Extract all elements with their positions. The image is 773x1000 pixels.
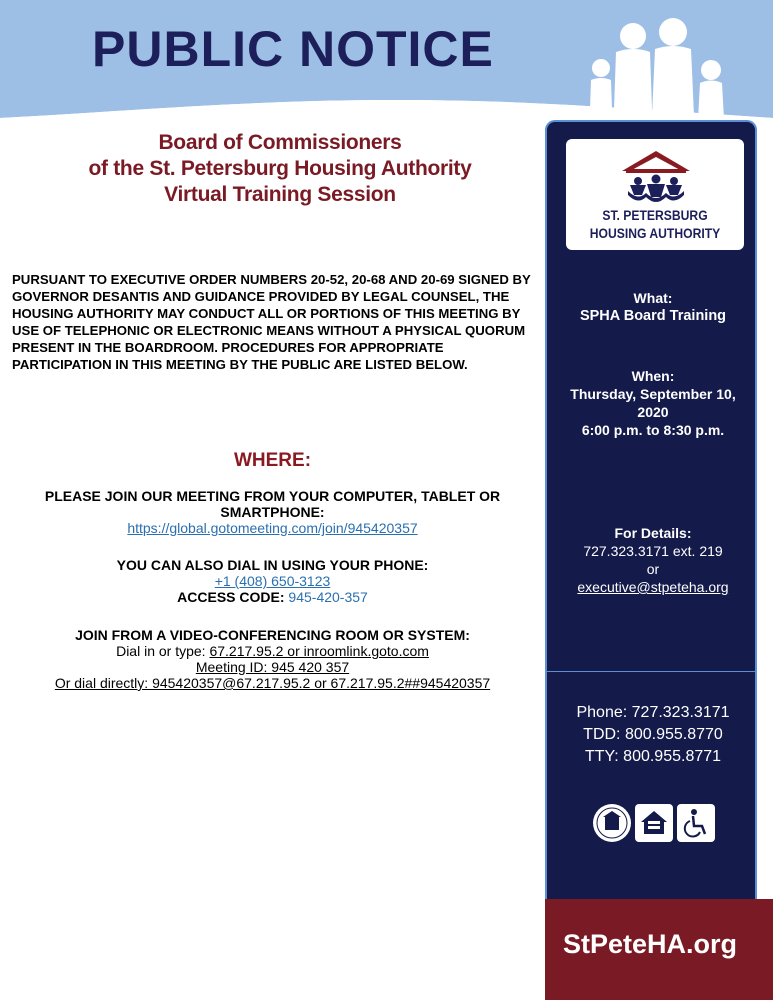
equal-housing-icon [635, 804, 673, 842]
accessibility-icon [677, 804, 715, 842]
tty-line: TTY: 800.955.8771 [584, 748, 722, 765]
contact-phones [547, 702, 759, 768]
dial-in-label: Dial in or type: [116, 643, 206, 659]
where-heading: WHERE: [233, 450, 312, 471]
details-block [547, 524, 759, 596]
tdd-line: TDD: 800.955.8770 [583, 726, 723, 743]
subtitle-line-3: Virtual Training Session [164, 183, 396, 206]
when-year: 2020 [637, 404, 669, 420]
access-code-value: 945-420-357 [288, 589, 368, 605]
what-block [547, 289, 759, 325]
hud-seal-icon [591, 802, 633, 844]
equal-housing-badge [635, 804, 673, 842]
access-code-label: ACCESS CODE: [177, 589, 285, 605]
what-value: SPHA Board Training [579, 308, 727, 324]
when-label: When: [631, 368, 675, 384]
details-label: For Details: [614, 525, 692, 541]
intro-paragraph: PURSUANT TO EXECUTIVE ORDER NUMBERS 20-52, 20-68 AND 20-69 SIGNED BY GOVERNOR DESANTIS AND GUIDANCE PROVIDED BY LEGAL COUNSEL, THE HOUSING AUTHORITY MAY CONDUCT ALL OR PORTIONS OF THIS MEETING BY USE OF TELEPHONIC OR ELECTRONIC MEANS WITHOUT A PHYSICAL QUORUM PRESENT IN THE BOARDROOM. PROCEDURES FOR APPROPRIATE PARTICIPATION IN THIS MEETING BY THE PUBLIC ARE LISTED BELOW. [12, 272, 531, 372]
phone-join-block [0, 557, 545, 605]
compliance-badges [591, 802, 751, 844]
video-heading: JOIN FROM A VIDEO-CONFERENCING ROOM OR SYSTEM: [75, 627, 470, 643]
meeting-url-link[interactable]: https://global.gotomeeting.com/join/945420357 [127, 520, 418, 536]
website-link[interactable]: StPeteHA.org [562, 929, 738, 959]
accessibility-badge [677, 804, 715, 842]
phone-line: Phone: 727.323.3171 [576, 704, 730, 721]
when-time: 6:00 p.m. to 8:30 p.m. [581, 422, 725, 438]
logo-line-1: ST. PETERSBURG [602, 208, 708, 223]
meeting-id: Meeting ID: 945 420 357 [195, 659, 350, 675]
info-sidebar [545, 120, 757, 902]
details-phone: 727.323.3171 ext. 219 [583, 543, 723, 559]
when-date-line: Thursday, September 10, [570, 386, 736, 402]
subtitle-line-1: Board of Commissioners [158, 131, 402, 154]
what-label: What: [633, 290, 673, 306]
computer-heading: PLEASE JOIN OUR MEETING FROM YOUR COMPUTER, TABLET OR SMARTPHONE: [44, 488, 501, 520]
phone-number-link[interactable]: +1 (408) 650-3123 [214, 573, 331, 589]
logo-text [575, 207, 735, 243]
logo-line-2: HOUSING AUTHORITY [589, 226, 721, 241]
details-email-link[interactable]: executive@stpeteha.org [577, 579, 729, 595]
housing-authority-logo [566, 139, 744, 250]
sidebar-divider [547, 671, 755, 672]
subtitle [20, 130, 540, 208]
video-join-block [0, 627, 545, 691]
subtitle-line-2: of the St. Petersburg Housing Authority [88, 157, 472, 180]
housing-authority-logo-icon [618, 149, 694, 205]
footer-band [545, 899, 773, 1000]
computer-join-block [0, 488, 545, 536]
dial-direct[interactable]: Or dial directly: 945420357@67.217.95.2 or 67.217.95.2##945420357 [54, 675, 491, 691]
page-title: PUBLIC NOTICE [92, 21, 494, 77]
dial-in-value[interactable]: 67.217.95.2 or inroomlink.goto.com [209, 643, 429, 659]
phone-heading: YOU CAN ALSO DIAL IN USING YOUR PHONE: [116, 557, 429, 573]
when-block [547, 367, 759, 439]
details-or: or [646, 561, 660, 577]
